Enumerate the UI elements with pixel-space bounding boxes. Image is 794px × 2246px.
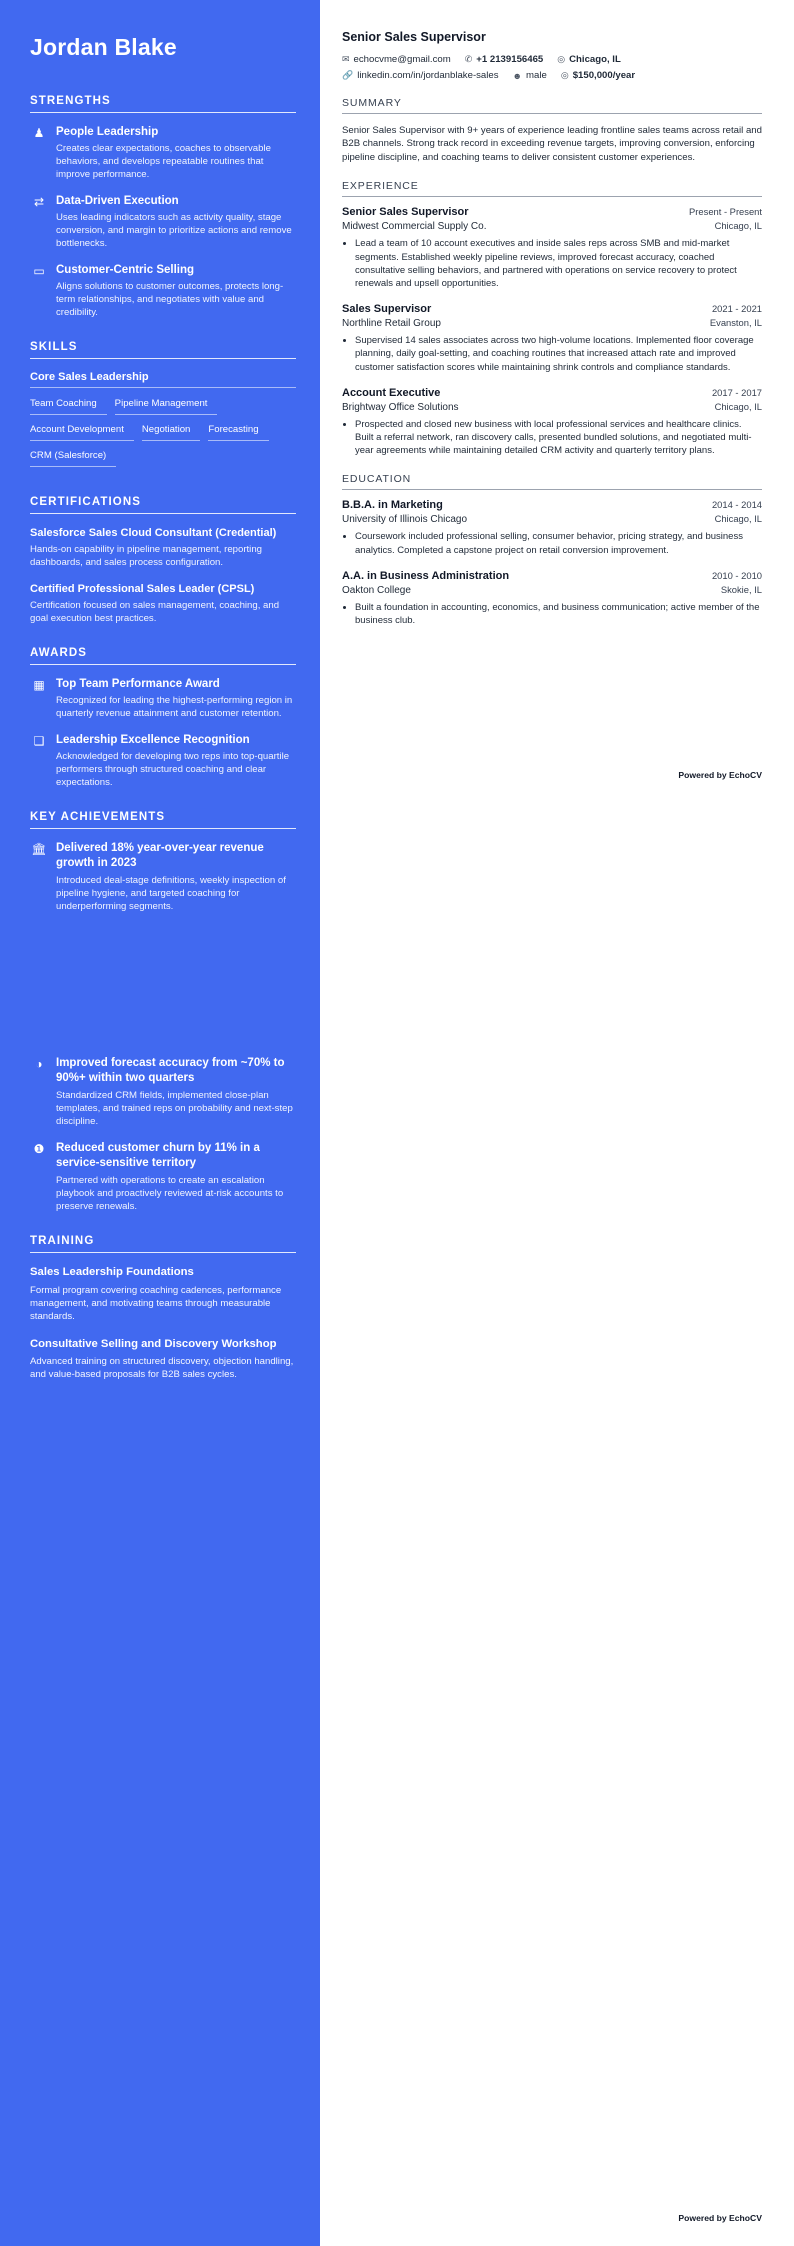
education-degree: B.B.A. in Marketing — [342, 499, 443, 512]
section-experience — [342, 180, 762, 457]
experience-entry — [342, 206, 762, 290]
person-icon: ☻ — [512, 70, 523, 81]
bullet: • Coursework included professional selling, consumer behavior, pricing strategy, and business analytics. Completed a capstone project on retail conversion improvement. — [355, 530, 762, 556]
key-achievement-item — [30, 841, 296, 913]
salary-icon: ◎ — [560, 70, 569, 80]
experience-location: Chicago, IL — [714, 220, 762, 232]
certification-name: Salesforce Sales Cloud Consultant (Credential) — [30, 527, 277, 539]
experience-org: Northline Retail Group — [342, 318, 441, 330]
calendar-icon: ▦ — [33, 678, 45, 692]
contact-block — [342, 54, 762, 81]
sidebar-section-certifications — [30, 496, 296, 625]
education-location: Chicago, IL — [714, 513, 762, 525]
contact-location-text: Chicago, IL — [569, 54, 621, 65]
contact-phone[interactable] — [465, 54, 544, 65]
certification-item — [30, 582, 296, 625]
experience-date: 2021 - 2021 — [711, 303, 762, 315]
education-bullets — [342, 530, 762, 556]
certification-item — [30, 526, 296, 569]
experience-entry — [342, 387, 762, 458]
award-title: Top Team Performance Award — [56, 678, 220, 690]
experience-location: Evanston, IL — [709, 317, 762, 329]
experience-bullets — [342, 237, 762, 290]
experience-org: Midwest Commercial Supply Co. — [342, 221, 487, 233]
training-title: TRAINING — [30, 1235, 296, 1253]
certification-name: Certified Professional Sales Leader (CPSL) — [30, 583, 255, 595]
phone-icon: ✆ — [464, 54, 473, 64]
education-bullets — [342, 601, 762, 627]
certification-desc: Hands-on capability in pipeline management, reporting dashboards, and sales process configuration. — [30, 544, 262, 568]
experience-bullets — [342, 334, 762, 374]
info-icon: ❶ — [33, 1142, 45, 1156]
strengths-title: STRENGTHS — [30, 95, 296, 113]
contact-location — [557, 54, 621, 65]
bank-icon: 🏛 — [31, 842, 47, 856]
skill-chip-list — [30, 396, 296, 474]
contact-row — [342, 54, 762, 65]
key-achievement-title: Reduced customer churn by 11% in a service-sensitive territory — [56, 1142, 260, 1169]
education-date: 2010 - 2010 — [711, 569, 762, 581]
strength-item — [30, 125, 296, 181]
education-entry — [342, 570, 762, 627]
experience-date: 2017 - 2017 — [711, 386, 762, 398]
contact-salary-text: $150,000/year — [572, 70, 636, 81]
section-education — [342, 473, 762, 627]
skill-chip: Team Coaching — [30, 396, 107, 415]
award-desc: Acknowledged for developing two reps into top-quartile performers through structured coaching and clear expectations. — [56, 751, 290, 788]
sidebar — [0, 0, 320, 2246]
summary-title: SUMMARY — [342, 97, 762, 114]
page-title: Senior Sales Supervisor — [342, 30, 486, 44]
experience-role: Account Executive — [342, 386, 441, 399]
education-entry — [342, 499, 762, 556]
strength-desc: Uses leading indicators such as activity quality, stage conversion, and margin to prioritize actions and remove bottlenecks. — [56, 212, 292, 249]
sidebar-section-strengths — [30, 95, 296, 319]
skill-chip: Account Development — [30, 422, 134, 441]
key-achievement-item — [30, 1056, 296, 1128]
awards-title: AWARDS — [30, 647, 296, 665]
key-achievement-desc: Introduced deal-stage definitions, weekly inspection of pipeline hygiene, and targeted coaching for underperforming segments. — [56, 875, 286, 912]
section-summary — [342, 97, 762, 164]
experience-role: Sales Supervisor — [342, 303, 432, 316]
powered-by-footer: Powered by EchoCV — [678, 770, 762, 780]
strength-desc: Creates clear expectations, coaches to observable behaviors, and develops repeatable routines that improve performance. — [56, 143, 271, 180]
monitor-icon: ▭ — [33, 264, 45, 278]
contact-linkedin[interactable] — [342, 70, 499, 81]
target-icon: ◑ — [35, 1057, 43, 1071]
certifications-title: CERTIFICATIONS — [30, 496, 296, 514]
strength-title: Data-Driven Execution — [56, 195, 179, 207]
education-date: 2014 - 2014 — [711, 499, 762, 511]
education-org: Oakton College — [342, 584, 411, 596]
education-title: EDUCATION — [342, 473, 762, 490]
skill-chip: Negotiation — [142, 422, 201, 441]
bullet: • Lead a team of 10 account executives and inside sales reps across SMB and mid-market segments. Established weekly pipeline reviews, improved forecast accuracy, coached consultative selling behaviors, and partnered with operations on service recovery to protect renewals and upsell opportunities. — [355, 237, 762, 290]
contact-phone-text: +1 2139156465 — [476, 54, 544, 65]
key-achievement-item — [30, 1141, 296, 1213]
sliders-icon: ⇄ — [33, 195, 45, 209]
strength-item — [30, 194, 296, 250]
training-item — [30, 1337, 296, 1382]
sidebar-section-training — [30, 1235, 296, 1381]
award-item — [30, 677, 296, 720]
summary-text: Senior Sales Supervisor with 9+ years of experience leading frontline sales teams across retail and B2B channels. Strong track record in exceeding revenue targets, improving conversion, enforcing pipeline discipline, and coaching teams to deliver consistent customer experiences. — [342, 124, 762, 163]
award-item — [30, 733, 296, 789]
key-achievement-desc: Partnered with operations to create an escalation playbook and proactively reviewed at-risk accounts to preserve renewals. — [56, 1175, 284, 1212]
contact-email[interactable] — [342, 54, 451, 65]
sidebar-section-awards — [30, 647, 296, 789]
award-title: Leadership Excellence Recognition — [56, 734, 250, 746]
strength-title: Customer-Centric Selling — [56, 264, 195, 276]
sidebar-section-skills — [30, 341, 296, 474]
experience-location: Chicago, IL — [714, 400, 762, 412]
skill-chip: Forecasting — [208, 422, 268, 441]
main-column — [320, 0, 794, 2246]
experience-role: Senior Sales Supervisor — [342, 206, 469, 219]
contact-email-text: echocvme@gmail.com — [353, 54, 451, 65]
experience-title: EXPERIENCE — [342, 180, 762, 197]
key-achievement-desc: Standardized CRM fields, implemented close-plan templates, and trained reps on probability and next-step discipline. — [56, 1090, 293, 1127]
contact-linkedin-text: linkedin.com/in/jordanblake-sales — [357, 70, 499, 81]
key-achievements-title: KEY ACHIEVEMENTS — [30, 811, 296, 829]
bullet: • Built a foundation in accounting, economics, and business communication; active member of the business club. — [355, 601, 762, 627]
skill-chip: Pipeline Management — [115, 396, 218, 415]
contact-row — [342, 70, 762, 81]
education-degree: A.A. in Business Administration — [342, 569, 510, 582]
skill-chip: CRM (Salesforce) — [30, 448, 116, 467]
key-achievement-title: Improved forecast accuracy from ~70% to 90%+ within two quarters — [56, 1057, 285, 1084]
email-icon: ✉ — [342, 54, 350, 64]
bookmark-icon: ❑ — [33, 734, 45, 748]
training-desc: Formal program covering coaching cadences, performance management, and motivating teams through measurable standards. — [30, 1284, 282, 1322]
location-icon: ◎ — [557, 54, 566, 64]
powered-by-footer: Powered by EchoCV — [678, 2213, 762, 2223]
skills-subtitle: Core Sales Leadership — [30, 371, 296, 388]
experience-entry — [342, 303, 762, 374]
training-desc: Advanced training on structured discovery, objection handling, and value-based proposals for B2B sales cycles. — [30, 1356, 294, 1380]
education-org: University of Illinois Chicago — [342, 514, 468, 526]
candidate-name: Jordan Blake — [30, 34, 177, 60]
experience-date: Present - Present — [689, 206, 762, 218]
education-location: Skokie, IL — [720, 583, 762, 595]
link-icon: 🔗 — [342, 70, 354, 80]
award-desc: Recognized for leading the highest-performing region in quarterly revenue attainment and customer retention. — [56, 695, 293, 719]
bullet: • Supervised 14 sales associates across two high-volume locations. Implemented floor coverage planning, daily goal-setting, and coaching routines that increased attach rate and improved customer satisfaction scores while maintaining shrink controls and compliance standards. — [355, 334, 762, 374]
training-name: Consultative Selling and Discovery Workshop — [30, 1337, 277, 1350]
sidebar-section-key-achievements — [30, 811, 296, 1213]
experience-org: Brightway Office Solutions — [342, 401, 459, 413]
page-break-gap — [30, 926, 296, 1056]
certification-desc: Certification focused on sales management, coaching, and goal execution best practices. — [30, 600, 280, 624]
experience-bullets — [342, 418, 762, 458]
skills-title: SKILLS — [30, 341, 296, 359]
training-item — [30, 1265, 296, 1323]
contact-gender-text: male — [526, 70, 547, 81]
contact-salary — [561, 70, 635, 81]
key-achievement-title: Delivered 18% year-over-year revenue growth in 2023 — [56, 842, 264, 869]
contact-gender — [513, 70, 547, 81]
strength-desc: Aligns solutions to customer outcomes, protects long-term relationships, and negotiates with value and credibility. — [56, 281, 284, 318]
briefcase-icon: ♟ — [33, 126, 45, 140]
strength-item — [30, 263, 296, 319]
training-name: Sales Leadership Foundations — [30, 1266, 194, 1278]
strength-title: People Leadership — [56, 126, 159, 138]
bullet: • Prospected and closed new business with local professional services and healthcare clinics. Built a referral network, ran discovery calls, presented bundled solutions, and negotiated multi-year agreements while maintaining detailed CRM activity and quarterly territory plans. — [355, 418, 762, 458]
